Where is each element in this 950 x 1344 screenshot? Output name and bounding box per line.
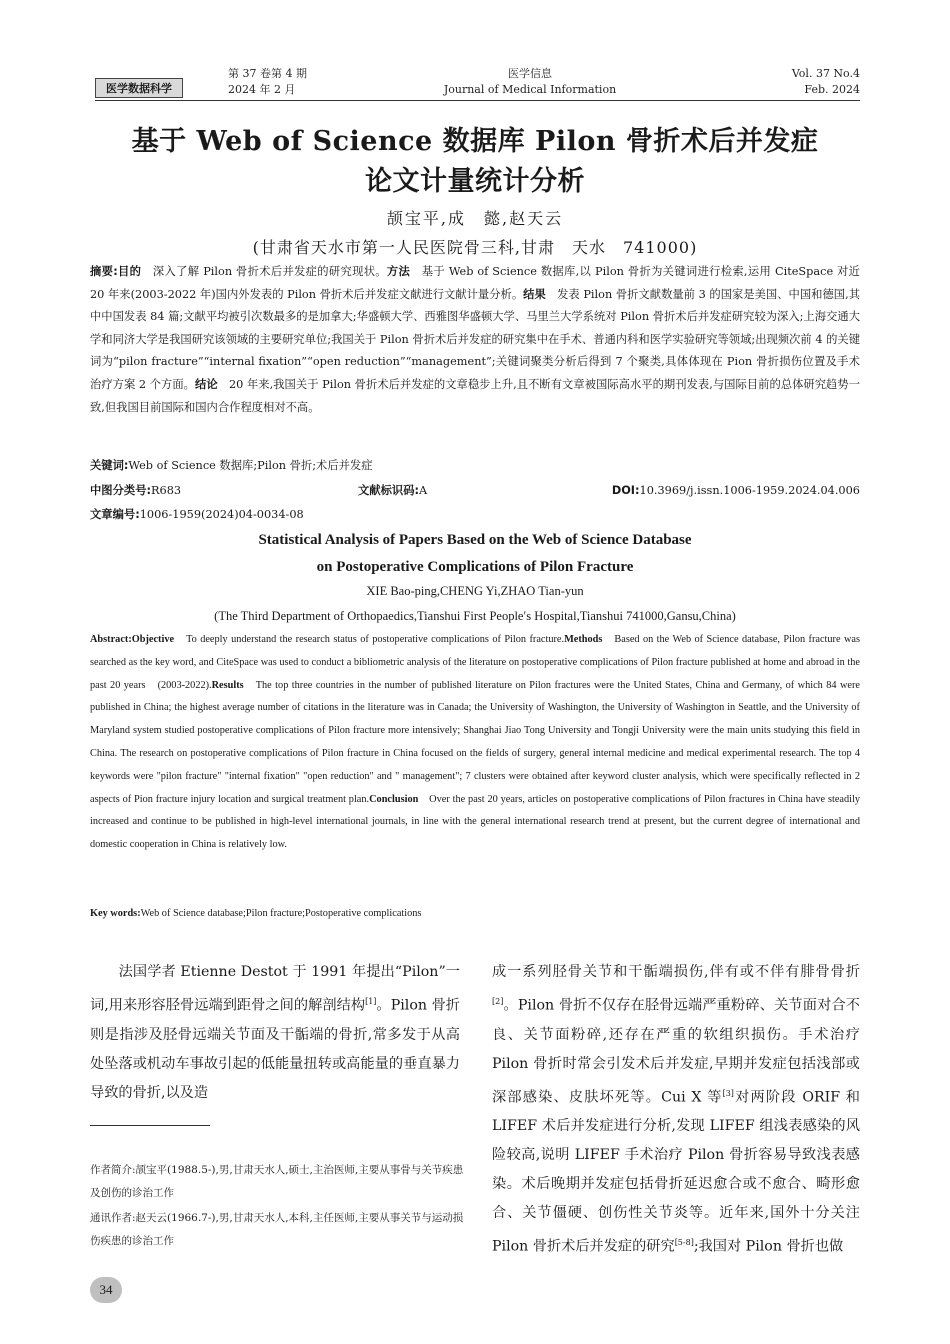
abstract-label: 摘要: bbox=[90, 265, 118, 278]
document-code: 文献标识码:A bbox=[358, 484, 428, 497]
volume-issue-en: Vol. 37 No.4 Feb. 2024 bbox=[791, 67, 860, 96]
authors-cn: 颉宝平,成 懿,赵天云 bbox=[386, 209, 564, 228]
header-rule bbox=[95, 100, 860, 101]
footnote-author-intro: 作者简介:颉宝平(1988.5-),男,甘肃天水人,硕士,主治医师,主要从事骨与关节疾患及创伤的诊治工作 bbox=[90, 1164, 464, 1199]
objective-text: 深入了解 Pilon 骨折术后并发症的研究现状。 bbox=[141, 265, 387, 278]
keywords-cn: 关键词:Web of Science 数据库;Pilon 骨折;术后并发症 bbox=[90, 459, 373, 472]
affiliation-cn: (甘肃省天水市第一人民医院骨三科,甘肃 天水 741000) bbox=[252, 238, 698, 257]
article-number: 文章编号:1006-1959(2024)04-0034-08 bbox=[90, 508, 304, 521]
journal-name: 医学信息 Journal of Medical Information bbox=[443, 67, 617, 96]
volume-issue-cn: 第 37 卷第 4 期 2024 年 2 月 bbox=[228, 67, 307, 96]
methods-label: 方法 bbox=[386, 265, 411, 278]
methods-text: 基于 Web of Science 数据库,以 Pilon 骨折为关键词进行检索,运用 CiteSpace 对近 20 年来(2003-2022 年)国内外发表的 Pilon 骨折术后并发症文献进行文献计量分析。 bbox=[90, 265, 860, 301]
citation-ref: [1] bbox=[365, 997, 377, 1006]
conclusion-text: 20 年来,我国关于 Pilon 骨折术后并发症的文章稳步上升,且不断有文章被国际高水平的期刊发表,与国际目前的总体研究趋势一致,但我国目前国际和国内合作程度相对不高。 bbox=[90, 377, 860, 414]
citation-ref: [2] bbox=[492, 997, 504, 1006]
citation-ref: [5-8] bbox=[674, 1238, 694, 1248]
results-en-label: Results bbox=[211, 679, 244, 691]
results-text: 发表 Pilon 骨折文献数量前 3 的国家是美国、中国和德国,其中中国发表 84 篇;文献平均被引次数最多的是加拿大;华盛顿大学、西雅图华盛顿大学、马里兰大学系统对 Pilon 骨折术后并发症研究较为深入;上海交通大学和同济大学是我国研究该领域的主要研究单位;我国关于 Pilon 骨折术后并发症的研究集中在手术、普通内科和医学实验研究等领域;出现频次前 4 的关键词为“pilon fracture”“internal fixation”“open reduction”“management”;关键词聚类分析后得到 7 个聚类,具体体现在 Pion 骨折损伤位置及手术治疗方案 2 个方面。 bbox=[90, 287, 860, 391]
title-en-line1: Statistical Analysis of Papers Based on the Web of Science Database bbox=[258, 532, 692, 548]
footnote-corresponding-author: 通讯作者:赵天云(1966.7-),男,甘肃天水人,本科,主任医师,主要从事关节与运动损伤疾患的诊治工作 bbox=[90, 1212, 464, 1247]
citation-ref: [3] bbox=[722, 1088, 734, 1098]
methods-en-label: Methods bbox=[564, 634, 603, 645]
abstract-cn bbox=[90, 261, 860, 419]
affiliation-en: (The Third Department of Orthopaedics,Tianshui First People′s Hospital,Tianshui 741000,Gansu,China) bbox=[214, 609, 736, 623]
title-cn-line1: 基于 Web of Science 数据库 Pilon 骨折术后并发症 bbox=[131, 126, 819, 157]
objective-label: 目的 bbox=[117, 265, 142, 278]
page-number: 34 bbox=[90, 1277, 122, 1303]
section-tag: 医学数据科学 bbox=[95, 78, 183, 98]
authors-en: XIE Bao-ping,CHENG Yi,ZHAO Tian-yun bbox=[366, 584, 584, 598]
title-en-line2: on Postoperative Complications of Pilon Fracture bbox=[316, 559, 634, 575]
keywords-en: Key words:Web of Science database;Pilon fracture;Postoperative complications bbox=[90, 908, 422, 919]
conclusion-en-label: Conclusion bbox=[369, 793, 419, 805]
title-cn-line2: 论文计量统计分析 bbox=[365, 166, 585, 197]
results-label: 结果 bbox=[523, 287, 546, 301]
objective-en-label: Objective bbox=[131, 634, 175, 645]
abstract-en: Abstract:Objective To deeply understand the research status of postoperative complications of Pilon fracture.Methods Based on the Web of Science database, Pilon fracture was searched as the key word, and CiteSpace was used to conduct a bibliometric analysis of the literature on postoperative complications of Pilon fracture published at home and abroad in the past 20 years (2003-2022).Results The top three countries in the number of published literature on Pilon fractures were the United States, China and Germany, of which 84 were published in China; the highest average number of citations in the literature was in Canada; the University of Washington, the University of Washington in Seattle, and the University of Maryland system studied postoperative complications of Pilon fracture more intensively; Shanghai Jiao Tong University and Tongji University were the main units studying this field in China. The research on postoperative complications of Pilon fracture in China focused on the fields of surgery, general internal medicine and medical experimental research. The top 4 keywords were "pilon fracture" "internal fixation" "open reduction" and " management"; 7 clusters were obtained after keyword cluster analysis, which were specifically reflected in 2 aspects of Pion fracture injury location and surgical treatment plan.Conclusion Over the past 20 years, articles on postoperative complications of Pilon fractures in China have steadily increased and continue to be published in high-level international journals, in line with the general international research trend at present, but the current degree of international and domestic cooperation in China is relatively low. bbox=[90, 634, 861, 851]
classification-number: 中图分类号:R683 bbox=[90, 484, 182, 497]
body-column-right: 成一系列胫骨关节和干骺端损伤,伴有或不伴有腓骨骨折[2]。Pilon 骨折不仅存在胫骨远端严重粉碎、关节面对合不良、关节面粉碎,还存在严重的软组织损伤。手术治疗 Pilon 骨折时常会引发术后并发症,早期并发症包括浅部或深部感染、皮肤坏死等。Cui X 等[3]对两阶段 ORIF 和 LIFEF 术后并发症进行分析,发现 LIFEF 组浅表感染的风险较高,说明 LIFEF 手术治疗 Pilon 骨折容易导致浅表感染。术后晚期并发症包括骨折延迟愈合或不愈合、畸形愈合、关节僵硬、创伤性关节炎等。近年来,国外十分关注 Pilon 骨折术后并发症的研究[5-8];我国对 Pilon 骨折也做 bbox=[492, 964, 860, 1256]
footnote-rule bbox=[90, 1125, 210, 1126]
body-column-left: 法国学者 Etienne Destot 于 1991 年提出“Pilon”一词,用来形容胫骨远端到距骨之间的解剖结构[1]。Pilon 骨折则是指涉及胫骨远端关节面及干骺端的骨折,常多发于从高处坠落或机动车事故引起的低能量扭转或高能量的垂直暴力导致的骨折,以及造 bbox=[90, 964, 460, 1101]
abstract-en-label: Abstract: bbox=[90, 634, 132, 645]
doi: DOI:10.3969/j.issn.1006-1959.2024.04.006 bbox=[611, 484, 860, 497]
conclusion-label: 结论 bbox=[195, 377, 218, 391]
